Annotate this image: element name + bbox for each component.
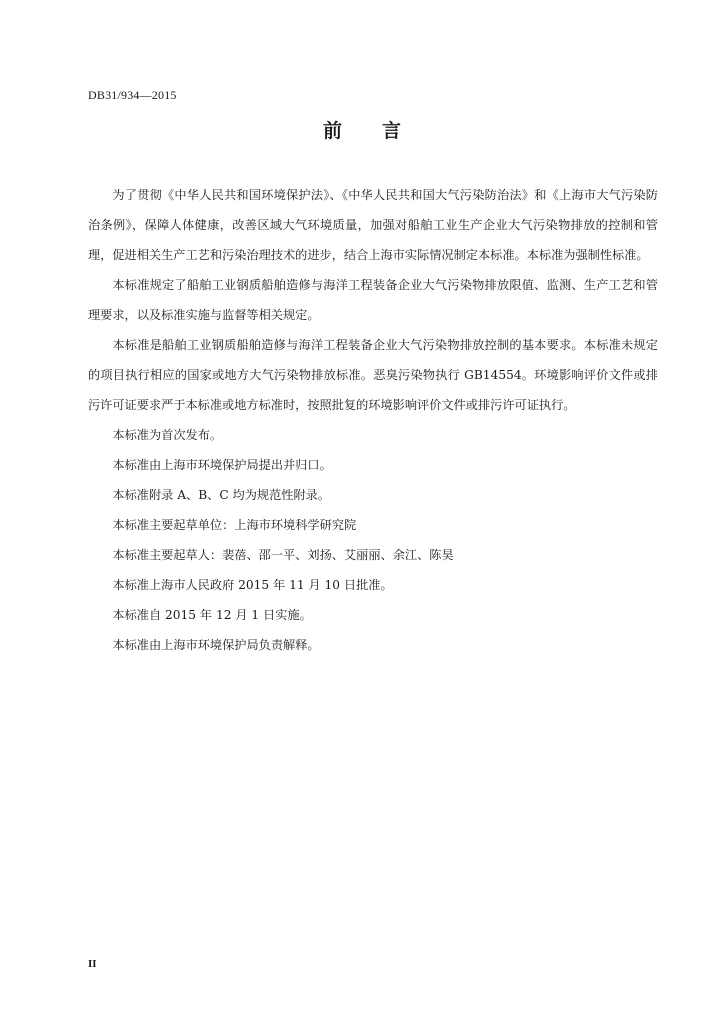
paragraph-appendices: 本标准附录 A、B、C 均为规范性附录。 [112, 488, 331, 502]
paragraph-approval: 本标准上海市人民政府 2015 年 11 月 10 日批准。 [112, 578, 393, 592]
page-title [0, 116, 724, 143]
paragraph-drafters: 本标准主要起草人：裴蓓、邵一平、刘扬、艾丽丽、余江、陈昊 [112, 548, 454, 562]
paragraph-purpose: 为了贯彻《中华人民共和国环境保护法》、《中华人民共和国大气污染防治法》和《上海市大气污染防治条例》，保障人体健康，改善区域大气环境质量，加强对船舶工业生产企业大气污染物排放的控制和管理，促进相关生产工艺和污染治理技术的进步，结合上海市实际情况制定本标准。本标准为强制性标准。 [88, 188, 658, 262]
paragraph-scope: 本标准规定了船舶工业钢质船舶造修与海洋工程装备企业大气污染物排放限值、监测、生产工艺和管理要求，以及标准实施与监督等相关规定。 [88, 278, 658, 322]
title-char-1: 前 [322, 120, 342, 142]
page-number: II [88, 958, 97, 970]
paragraph-proposed-by: 本标准由上海市环境保护局提出并归口。 [112, 458, 332, 472]
foreword-body [88, 180, 658, 660]
paragraph-basic-requirements: 本标准是船舶工业钢质船舶造修与海洋工程装备企业大气污染物排放控制的基本要求。本标准未规定的项目执行相应的国家或地方大气污染物排放标准。恶臭污染物执行 GB14554。环境影响评价文件或排污许可证要求严于本标准或地方标准时，按照批复的环境影响评价文件或排污许可证执行。 [88, 338, 658, 412]
paragraph-effective-date: 本标准自 2015 年 12 月 1 日实施。 [112, 608, 312, 622]
paragraph-interpretation: 本标准由上海市环境保护局负责解释。 [112, 638, 320, 652]
document-code: DB31/934—2015 [88, 88, 177, 102]
title-char-2: 言 [382, 120, 402, 142]
paragraph-drafting-unit: 本标准主要起草单位：上海市环境科学研究院 [112, 518, 357, 532]
paragraph-first-release: 本标准为首次发布。 [112, 428, 223, 442]
